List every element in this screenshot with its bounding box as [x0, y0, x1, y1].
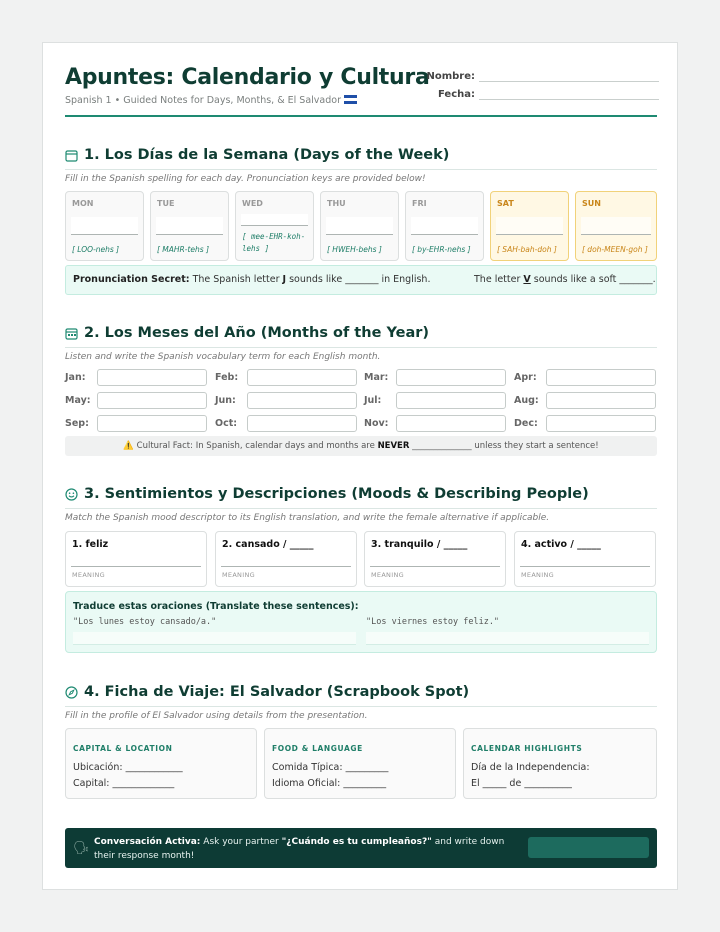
date-line[interactable] — [479, 99, 659, 100]
translation-box — [65, 591, 657, 653]
month-label-jan: Jan: — [65, 372, 86, 383]
day-abbr: WED — [242, 199, 263, 208]
day-abbr: FRI — [412, 199, 427, 208]
day-pronunciation: [ MAHR-tehs ] — [157, 245, 209, 254]
card-line-idioma[interactable]: Idioma Oficial: _________ — [272, 778, 387, 789]
el-salvador-flag-icon — [344, 95, 357, 104]
month-input-jun[interactable] — [247, 392, 357, 409]
day-answer-field[interactable] — [411, 217, 478, 235]
worksheet-page — [42, 42, 678, 890]
section-2-heading: 2. Los Meses del Año (Months of the Year) — [65, 325, 429, 341]
translation-title: Traduce estas oraciones (Translate these sentences): — [73, 601, 359, 612]
mood-card-2[interactable] — [215, 531, 357, 587]
sentence-2: "Los viernes estoy feliz." — [366, 617, 500, 627]
month-label-mar: Mar: — [364, 372, 389, 383]
name-line[interactable] — [479, 81, 659, 82]
warning-icon: ⚠️ — [123, 441, 134, 451]
section-3-instructions: Match the Spanish mood descriptor to its English translation, and write the female alternative if applicable. — [65, 513, 550, 523]
card-line-capital[interactable]: Capital: _____________ — [73, 778, 175, 789]
day-pronunciation: [ by-EHR-nehs ] — [412, 245, 471, 254]
day-pronunciation: [ mee-EHR-koh-lehs ] — [242, 232, 306, 253]
page-title: Apuntes: Calendario y Cultura — [65, 65, 430, 90]
sentence-1: "Los lunes estoy cansado/a." — [73, 617, 217, 627]
name-label: Nombre: — [426, 71, 475, 82]
section-1-instructions: Fill in the Spanish spelling for each day. Pronunciation keys are provided below! — [65, 174, 426, 184]
secret-line-v: The letter V sounds like a soft _______. — [474, 274, 656, 285]
month-label-dec: Dec: — [514, 418, 538, 429]
pronunciation-secret-box — [65, 265, 657, 295]
month-input-may[interactable] — [97, 392, 207, 409]
day-abbr: SAT — [497, 199, 514, 208]
day-pronunciation: [ doh-MEEN-goh ] — [582, 245, 648, 254]
day-card-sun[interactable] — [575, 191, 657, 261]
section-4-instructions: Fill in the profile of El Salvador using details from the presentation. — [65, 711, 368, 721]
card-calendar-highlights — [463, 728, 657, 799]
day-answer-field[interactable] — [156, 217, 223, 235]
day-abbr: MON — [72, 199, 94, 208]
name-field[interactable] — [415, 71, 659, 82]
card-line-date[interactable]: El _____ de __________ — [471, 778, 572, 789]
calendar-icon — [65, 149, 78, 162]
calendar-grid-icon — [65, 327, 78, 340]
card-heading: CALENDAR HIGHLIGHTS — [471, 744, 583, 753]
month-input-apr[interactable] — [546, 369, 656, 386]
month-label-sep: Sep: — [65, 418, 89, 429]
day-pronunciation: [ HWEH-behs ] — [327, 245, 382, 254]
meaning-label: MEANING — [521, 571, 554, 579]
day-pronunciation: [ LOO-nehs ] — [72, 245, 120, 254]
response-input[interactable] — [528, 837, 649, 858]
mood-card-3[interactable] — [364, 531, 506, 587]
day-abbr: TUE — [157, 199, 175, 208]
card-heading: CAPITAL & LOCATION — [73, 744, 173, 753]
meaning-line[interactable] — [221, 566, 351, 567]
month-input-jul[interactable] — [396, 392, 506, 409]
section-2-instructions: Listen and write the Spanish vocabulary term for each English month. — [65, 352, 381, 362]
meaning-label: MEANING — [371, 571, 404, 579]
day-abbr: THU — [327, 199, 346, 208]
section-4-heading: 4. Ficha de Viaje: El Salvador (Scrapbook Spot) — [65, 684, 469, 700]
month-label-jul: Jul: — [364, 395, 382, 406]
section-3-heading: 3. Sentimientos y Descripciones (Moods & Describing People) — [65, 486, 589, 502]
section-3-rule — [65, 508, 657, 509]
mood-card-4[interactable] — [514, 531, 656, 587]
card-heading: FOOD & LANGUAGE — [272, 744, 363, 753]
mood-word: 4. activo / _____ — [521, 539, 601, 550]
month-label-may: May: — [65, 395, 91, 406]
translation-field-1[interactable] — [73, 632, 356, 645]
day-abbr: SUN — [582, 199, 601, 208]
mood-word: 1. feliz — [72, 539, 109, 550]
date-label: Fecha: — [437, 89, 475, 100]
card-line-ubicacion[interactable]: Ubicación: ____________ — [73, 762, 183, 773]
month-input-mar[interactable] — [396, 369, 506, 386]
month-input-oct[interactable] — [247, 415, 357, 432]
section-4-rule — [65, 706, 657, 707]
month-label-nov: Nov: — [364, 418, 389, 429]
day-answer-field[interactable] — [326, 217, 393, 235]
card-line-independencia: Día de la Independencia: — [471, 762, 590, 773]
meaning-label: MEANING — [222, 571, 255, 579]
day-card-thu[interactable] — [320, 191, 399, 261]
secret-line-j: Pronunciation Secret: The Spanish letter J sounds like _______ in English. — [73, 274, 431, 285]
section-1-rule — [65, 169, 657, 170]
card-food-language — [264, 728, 456, 799]
mood-card-1[interactable] — [65, 531, 207, 587]
mood-word: 2. cansado / _____ — [222, 539, 314, 550]
day-answer-field[interactable] — [496, 217, 563, 235]
mood-word: 3. tranquilo / _____ — [371, 539, 468, 550]
section-2-rule — [65, 347, 657, 348]
month-label-apr: Apr: — [514, 372, 537, 383]
card-line-comida[interactable]: Comida Típica: _________ — [272, 762, 389, 773]
cultural-fact-banner: ⚠️ Cultural Fact: In Spanish, calendar days and months are NEVER ______________ unless they start a sentence! — [65, 436, 657, 456]
meaning-line[interactable] — [370, 566, 500, 567]
speaking-head-icon: 🗣 — [73, 841, 90, 856]
month-label-jun: Jun: — [215, 395, 236, 406]
month-input-jan[interactable] — [97, 369, 207, 386]
conversation-banner — [65, 828, 657, 868]
meaning-label: MEANING — [72, 571, 105, 579]
section-1-heading: 1. Los Días de la Semana (Days of the Week) — [65, 147, 449, 163]
card-capital-location — [65, 728, 257, 799]
compass-icon — [65, 686, 78, 699]
month-input-nov[interactable] — [396, 415, 506, 432]
month-label-oct: Oct: — [215, 418, 238, 429]
day-card-mon[interactable] — [65, 191, 144, 261]
day-card-tue[interactable] — [150, 191, 229, 261]
month-input-sep[interactable] — [97, 415, 207, 432]
day-answer-field[interactable] — [241, 214, 308, 226]
header-divider — [65, 115, 657, 117]
translation-field-2[interactable] — [366, 632, 649, 645]
meaning-line[interactable] — [520, 566, 650, 567]
day-card-wed[interactable] — [235, 191, 314, 261]
page-subtitle: Spanish 1 • Guided Notes for Days, Months, & El Salvador — [65, 95, 357, 106]
day-pronunciation: [ SAH-bah-doh ] — [497, 245, 557, 254]
day-answer-field[interactable] — [581, 217, 651, 235]
month-input-feb[interactable] — [247, 369, 357, 386]
month-input-dec[interactable] — [546, 415, 656, 432]
conversation-text: Conversación Activa: Ask your partner "¿Cuándo es tu cumpleaños?" and write down their response month! — [94, 837, 505, 861]
day-card-sat[interactable] — [490, 191, 569, 261]
month-label-aug: Aug: — [514, 395, 539, 406]
month-input-aug[interactable] — [546, 392, 656, 409]
date-field[interactable] — [415, 89, 659, 100]
meaning-line[interactable] — [71, 566, 201, 567]
day-card-fri[interactable] — [405, 191, 484, 261]
month-label-feb: Feb: — [215, 372, 239, 383]
smiley-icon — [65, 488, 78, 501]
day-answer-field[interactable] — [71, 217, 138, 235]
